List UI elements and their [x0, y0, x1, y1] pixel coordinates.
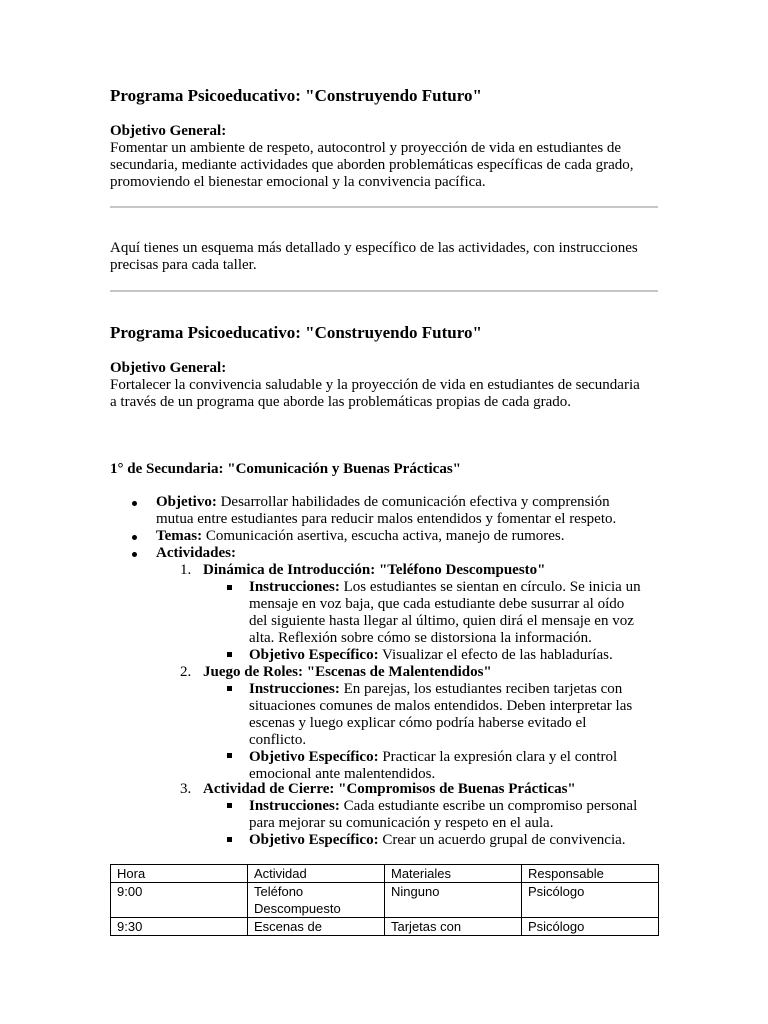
table-cell: Ninguno	[385, 883, 522, 918]
table-cell: 9:30	[111, 918, 248, 936]
general-objective-2	[110, 360, 658, 411]
general-objective-text-1-line-2: secundaria, mediante actividades que aborden problemáticas específicas de cada grado,	[110, 157, 634, 173]
activity-2-instructions-label: Instrucciones:	[249, 681, 340, 697]
bullet-objetivo-label: Objetivo:	[156, 494, 217, 510]
activity-2-instructions-line-3: escenas y luego explicar cómo podría haberse evitado el	[249, 715, 587, 731]
table-header-cell: Hora	[111, 865, 248, 883]
square-bullet	[227, 652, 232, 657]
table-header-cell: Actividad	[248, 865, 385, 883]
schedule-table	[110, 864, 659, 936]
activity-3-objective-text: Crear un acuerdo grupal de convivencia.	[378, 832, 626, 848]
activity-1-instructions-label: Instrucciones:	[249, 579, 340, 595]
activity-1-instructions-line-4: alta. Reflexión sobre cómo se distorsiona la información.	[249, 630, 592, 646]
general-objective-text-1-line-3: promoviendo el bienestar emocional y la convivencia pacífica.	[110, 174, 486, 190]
activity-2-instructions-line-2: situaciones comunes de malos entendidos. Deben interpretar las	[249, 698, 633, 714]
activity-1-instructions-text: Los estudiantes se sientan en círculo. Se inicia un	[339, 579, 641, 595]
bullet-objetivo	[156, 494, 610, 511]
table-cell: Psicólogo	[522, 918, 659, 936]
horizontal-rule-2	[110, 290, 658, 292]
table-cell: 9:00	[111, 883, 248, 918]
bullet-dot	[132, 552, 137, 557]
activity-2-instructions	[249, 681, 622, 698]
square-bullet	[227, 585, 232, 590]
activity-3-instructions-label: Instrucciones:	[249, 798, 340, 814]
bullet-actividades: Actividades:	[156, 545, 236, 561]
activity-2-instructions-line-4: conflicto.	[249, 732, 307, 748]
document-title-2: Programa Psicoeducativo: "Construyendo Futuro"	[110, 323, 482, 342]
table-cell: Escenas de	[248, 918, 385, 936]
table-cell: Teléfono Descompuesto	[248, 883, 385, 918]
square-bullet	[227, 686, 232, 691]
activity-1-instructions-line-3: del siguiente hasta llegar al último, quien dirá el mensaje en voz	[249, 613, 634, 629]
activity-2-objective-label: Objetivo Específico:	[249, 749, 379, 765]
activity-3-objective	[249, 832, 626, 849]
activity-3-instructions-text: Cada estudiante escribe un compromiso personal	[339, 798, 638, 814]
section-title: 1° de Secundaria: "Comunicación y Buenas Prácticas"	[110, 461, 461, 477]
general-objective-text-2-line-1: Fortalecer la convivencia saludable y la proyección de vida en estudiantes de secundaria	[110, 377, 640, 393]
activity-title-3: Actividad de Cierre: "Compromisos de Buenas Prácticas"	[203, 781, 576, 797]
horizontal-rule-1	[110, 206, 658, 208]
activity-2-objective-text: Practicar la expresión clara y el control	[378, 749, 618, 765]
general-objective-text-1-line-1: Fomentar un ambiente de respeto, autocontrol y proyección de vida en estudiantes de	[110, 140, 622, 156]
activity-number-3: 3.	[180, 781, 192, 797]
intro-line-2: precisas para cada taller.	[110, 257, 257, 273]
square-bullet	[227, 837, 232, 842]
table-row	[111, 883, 659, 918]
activity-2-instructions-text: En parejas, los estudiantes reciben tarjetas con	[339, 681, 623, 697]
activity-number-1: 1.	[180, 562, 192, 578]
bullet-temas	[156, 528, 564, 545]
bullet-objetivo-line-2: mutua entre estudiantes para reducir malos entendidos y fomentar el respeto.	[156, 511, 617, 527]
activity-title-2: Juego de Roles: "Escenas de Malentendidos"	[203, 664, 492, 680]
intro-paragraph	[110, 240, 658, 274]
bullet-dot	[132, 501, 137, 506]
table-header-cell: Responsable	[522, 865, 659, 883]
bullet-objetivo-text: Desarrollar habilidades de comunicación efectiva y comprensión	[216, 494, 610, 510]
activity-1-objective	[249, 647, 613, 664]
general-objective-label-2: Objetivo General:	[110, 360, 227, 376]
table-header-cell: Materiales	[385, 865, 522, 883]
activity-3-objective-label: Objetivo Específico:	[249, 832, 379, 848]
activity-3-instructions-line-2: para mejorar su comunicación y respeto en el aula.	[249, 815, 554, 831]
activity-title-1: Dinámica de Introducción: "Teléfono Descompuesto"	[203, 562, 546, 578]
document-title-1: Programa Psicoeducativo: "Construyendo Futuro"	[110, 86, 482, 105]
general-objective-1	[110, 123, 658, 191]
activity-1-instructions	[249, 579, 641, 596]
activity-3-instructions	[249, 798, 637, 815]
square-bullet	[227, 753, 232, 758]
table-cell: Psicólogo	[522, 883, 659, 918]
table-header-row	[111, 865, 659, 883]
activity-number-2: 2.	[180, 664, 192, 680]
bullet-temas-label: Temas:	[156, 528, 203, 544]
activity-1-objective-label: Objetivo Específico:	[249, 647, 379, 663]
activity-1-instructions-line-2: mensaje en voz baja, que cada estudiante debe susurrar al oído	[249, 596, 625, 612]
activity-2-objective-line-2: emocional ante malentendidos.	[249, 766, 436, 782]
table-row	[111, 918, 659, 936]
general-objective-label-1: Objetivo General:	[110, 123, 227, 139]
bullet-dot	[132, 535, 137, 540]
table-cell: Tarjetas con	[385, 918, 522, 936]
intro-line-1: Aquí tienes un esquema más detallado y específico de las actividades, con instrucciones	[110, 240, 638, 256]
activity-1-objective-text: Visualizar el efecto de las habladurías.	[378, 647, 613, 663]
general-objective-text-2-line-2: a través de un programa que aborde las problemáticas propias de cada grado.	[110, 394, 572, 410]
square-bullet	[227, 803, 232, 808]
activity-2-objective	[249, 749, 617, 766]
bullet-temas-text: Comunicación asertiva, escucha activa, manejo de rumores.	[202, 528, 565, 544]
